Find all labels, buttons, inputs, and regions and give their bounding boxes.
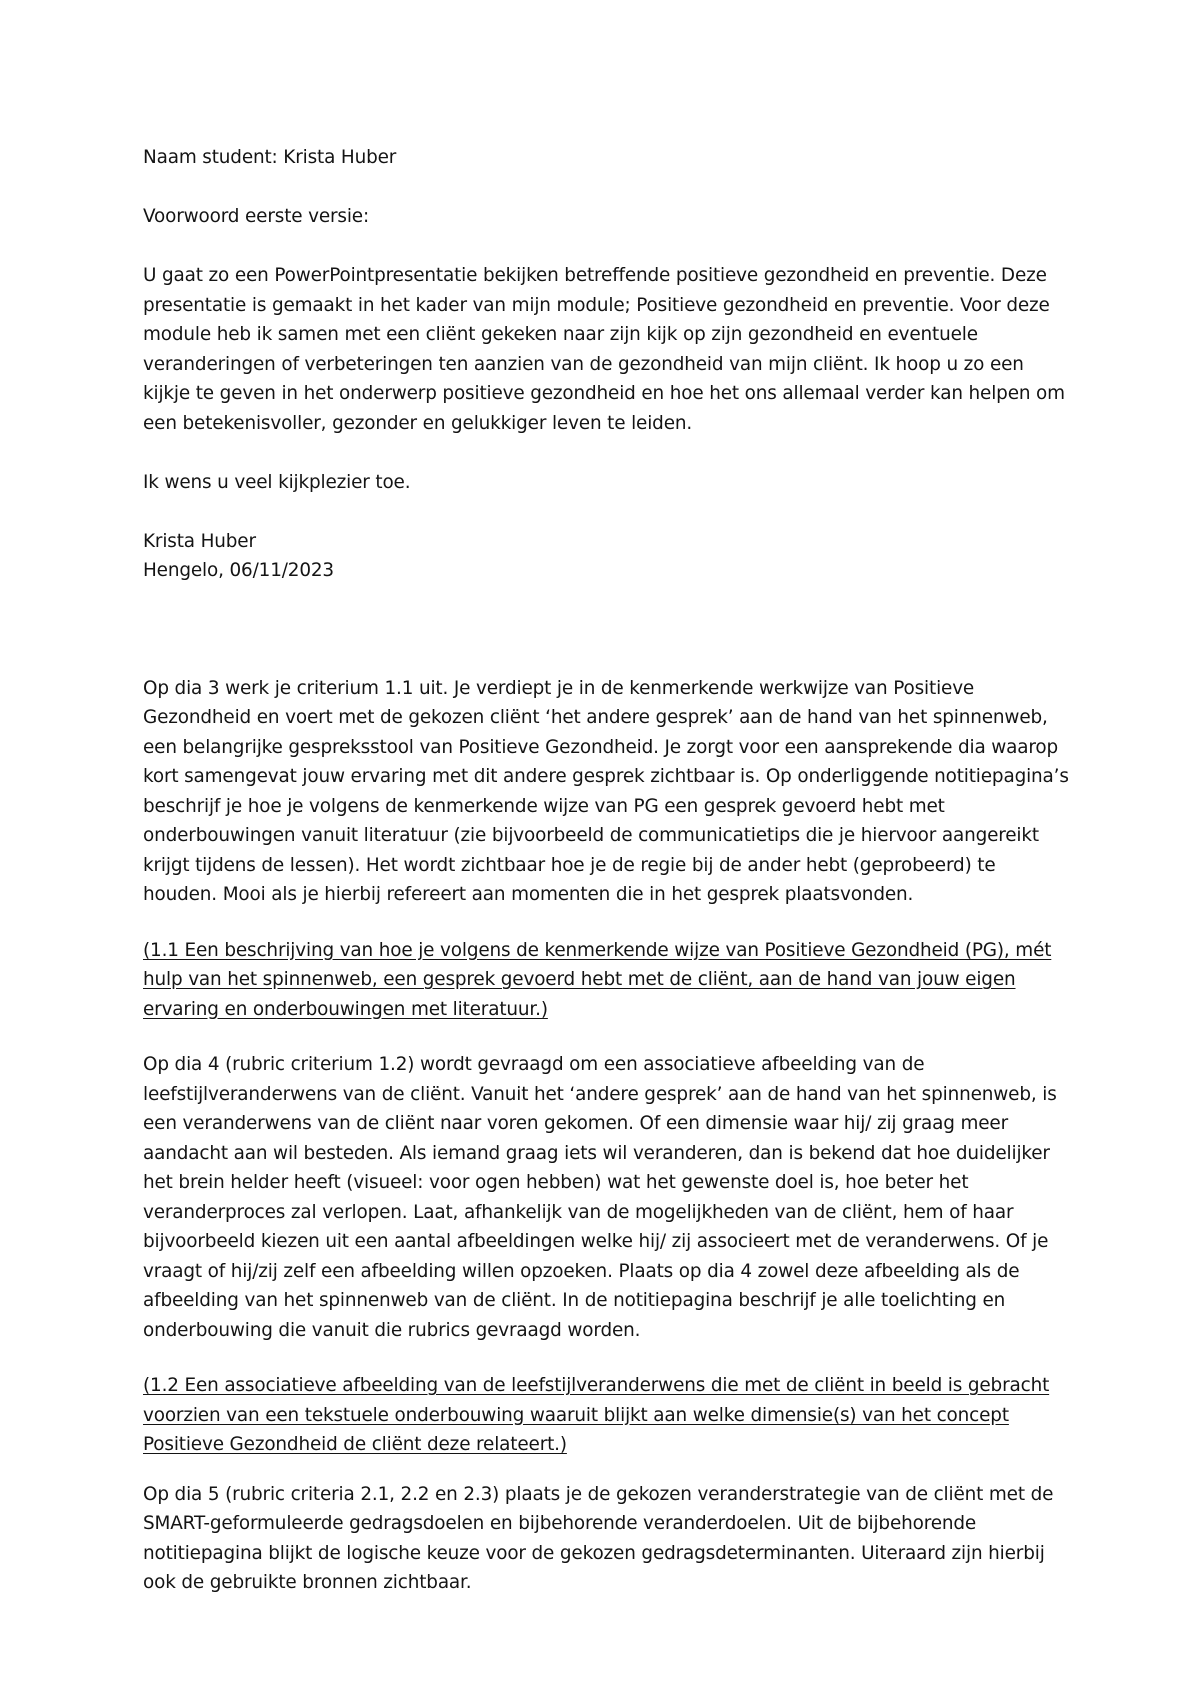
dia5-line: notitiepagina blijkt de logische keuze voor de gekozen gedragsdeterminanten. Uiteraard zijn hierbij bbox=[143, 1542, 1045, 1564]
dia3-line: kort samengevat jouw ervaring met dit andere gesprek zichtbaar is. Op onderliggende notitiepagina’s bbox=[143, 766, 1069, 787]
dia4-line: afbeelding van het spinnenweb van de cliënt. In de notitiepagina beschrijf je alle toelichting en bbox=[143, 1290, 1006, 1311]
criterion-line: (1.2 Een associatieve afbeelding van de leefstijlveranderwens die met de cliënt in beeld is gebracht bbox=[143, 1375, 1050, 1396]
dia3-line: onderbouwingen vanuit literatuur (zie bijvoorbeeld de communicatietips die je hiervoor aangereikt bbox=[143, 825, 1039, 846]
dia4-line: Op dia 4 (rubric criterium 1.2) wordt gevraagd om een associatieve afbeelding van de bbox=[143, 1054, 925, 1075]
foreword-line: presentatie is gemaakt in het kader van mijn module; Positieve gezondheid en preventie. Voor deze bbox=[143, 294, 1050, 316]
dia3-line: krijgt tijdens de lessen). Het wordt zichtbaar hoe je de regie bij de ander hebt (geprobeerd) te bbox=[143, 854, 996, 876]
foreword-line: een betekenisvoller, gezonder en gelukkiger leven te leiden. bbox=[143, 412, 693, 434]
dia3-line: Op dia 3 werk je criterium 1.1 uit. Je verdiept je in de kenmerkende werkwijze van Positieve bbox=[143, 677, 975, 699]
dia3-line: beschrijf je hoe je volgens de kenmerkende wijze van PG een gesprek gevoerd hebt met bbox=[143, 795, 945, 817]
dia3-line: een belangrijke gespreksstool van Positieve Gezondheid. Je zorgt voor een aansprekende dia waarop bbox=[143, 736, 1059, 758]
foreword-paragraph bbox=[143, 261, 1073, 438]
foreword-line: kijkje te geven in het onderwerp positieve gezondheid en hoe het ons allemaal verder kan helpen om bbox=[143, 383, 1065, 404]
dia3-line: houden. Mooi als je hierbij refereert aan momenten die in het gesprek plaatsvonden. bbox=[143, 884, 914, 905]
criterion-line: Positieve Gezondheid de cliënt deze relateert.) bbox=[143, 1434, 567, 1455]
criterion-line: hulp van het spinnenweb, een gesprek gevoerd hebt met de cliënt, aan de hand van jouw eigen bbox=[143, 969, 1016, 990]
dia5-line: SMART-geformuleerde gedragsdoelen en bijbehorende veranderdoelen. Uit de bijbehorende bbox=[143, 1513, 977, 1534]
dia4-line: leefstijlveranderwens van de cliënt. Vanuit het ‘andere gesprek’ aan de hand van het spinnenweb, is bbox=[143, 1083, 1057, 1105]
dia4-line: bijvoorbeeld kiezen uit een aantal afbeeldingen welke hij/ zij associeert met de veranderwens. Of je bbox=[143, 1231, 1049, 1252]
foreword-line: U gaat zo een PowerPointpresentatie bekijken betreffende positieve gezondheid en preventie. Deze bbox=[143, 265, 1047, 286]
dia4-paragraph bbox=[143, 1050, 1073, 1345]
criterion-1-2-paragraph bbox=[143, 1371, 1073, 1460]
dia4-line: een veranderwens van de cliënt naar voren gekomen. Of een dimensie waar hij/ zij graag meer bbox=[143, 1113, 1008, 1134]
dia4-line: onderbouwing die vanuit die rubrics gevraagd worden. bbox=[143, 1319, 641, 1341]
student-name-line: Naam student: Krista Huber bbox=[143, 147, 397, 168]
foreword-line: module heb ik samen met een cliënt gekeken naar zijn kijk op zijn gezondheid en eventuele bbox=[143, 324, 978, 345]
foreword-line: veranderingen of verbeteringen ten aanzien van de gezondheid van mijn cliënt. Ik hoop u zo een bbox=[143, 353, 1024, 375]
dia4-line: het brein helder heeft (visueel: voor ogen hebben) wat het gewenste doel is, hoe beter het bbox=[143, 1172, 969, 1193]
dia4-line: aandacht aan wil besteden. Als iemand graag iets wil veranderen, dan is bekend dat hoe duidelijker bbox=[143, 1142, 1050, 1164]
dia3-line: Gezondheid en voert met de gekozen cliënt ‘het andere gesprek’ aan de hand van het spinnenweb, bbox=[143, 707, 1048, 728]
foreword-heading: Voorwoord eerste versie: bbox=[143, 206, 370, 227]
dia3-paragraph bbox=[143, 674, 1073, 910]
document-body bbox=[143, 143, 1073, 1627]
dia5-line: ook de gebruikte bronnen zichtbaar. bbox=[143, 1572, 472, 1593]
signature-block bbox=[143, 527, 1073, 586]
criterion-1-1-paragraph bbox=[143, 936, 1073, 1025]
criterion-line: (1.1 Een beschrijving van hoe je volgens de kenmerkende wijze van Positieve Gezondheid (PG), mét bbox=[143, 939, 1052, 961]
dia5-line: Op dia 5 (rubric criteria 2.1, 2.2 en 2.3) plaats je de gekozen veranderstrategie van de cliënt met de bbox=[143, 1483, 1054, 1505]
criterion-line: voorzien van een tekstuele onderbouwing waaruit blijkt aan welke dimensie(s) van het concept bbox=[143, 1404, 1009, 1426]
closing-wish: Ik wens u veel kijkplezier toe. bbox=[143, 471, 411, 493]
signature-place-date: Hengelo, 06/11/2023 bbox=[143, 560, 334, 581]
dia5-paragraph bbox=[143, 1480, 1073, 1598]
signature-name: Krista Huber bbox=[143, 530, 256, 552]
dia4-line: veranderproces zal verlopen. Laat, afhankelijk van de mogelijkheden van de cliënt, hem of haar bbox=[143, 1201, 1014, 1223]
dia4-line: vraagt of hij/zij zelf een afbeelding willen opzoeken. Plaats op dia 4 zowel deze afbeelding als de bbox=[143, 1260, 1020, 1282]
criterion-line: ervaring en onderbouwingen met literatuur.) bbox=[143, 998, 548, 1020]
